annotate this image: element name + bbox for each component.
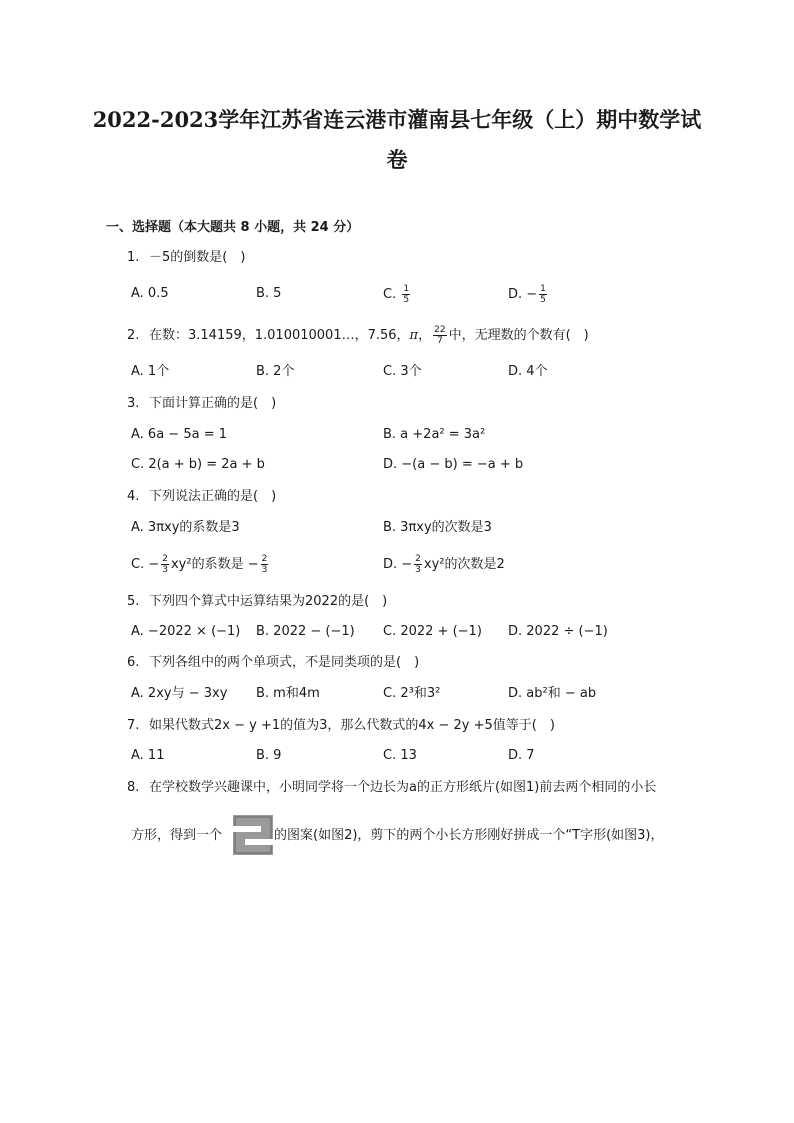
question-stem-part: ， [418,328,432,343]
fraction [261,554,269,575]
question-number: 3. [127,396,140,411]
option-c [131,554,270,575]
question-1 [127,248,245,268]
option-c: C. 3个 [383,364,422,379]
option-d: D. −(a − b) = −a + b [383,457,524,472]
option-c: C. 2³和3² [383,686,441,701]
numerator: 22 [434,325,446,335]
option-text: xy²的次数是2 [423,557,505,572]
question-8-line-2b: 的图案(如图2)，剪下的两个小长方形刚好拼成一个“T字形(如图3)， [274,828,664,843]
exam-title-line-1: 2022-2023学年江苏省连云港市灌南县七年级（上）期中数学试 [92,107,702,132]
denominator: 3 [261,565,268,575]
option-a: A. 3πxy的系数是3 [131,520,240,535]
option-b: B. 2个 [256,364,295,379]
question-stem: 下列四个算式中运算结果为2022的是( ) [149,594,388,609]
question-number: 4. [127,489,140,504]
question-3 [127,394,276,414]
question-stem-part: 中，无理数的个数有( ) [448,328,589,343]
denominator: 5 [540,295,546,305]
denominator: 7 [436,336,443,346]
option-a: A. 1个 [131,364,170,379]
option-d: D. 7 [508,748,535,763]
fraction [402,284,410,305]
fraction [161,554,169,575]
option-c: C. 2022 + (−1) [383,624,482,639]
option-c: C. 13 [383,748,417,763]
option-c [383,284,412,305]
option-b: B. 9 [256,748,282,763]
question-number: 6. [127,655,140,670]
numerator: 2 [415,554,421,564]
option-a: A. 0.5 [131,286,169,301]
question-number: 7. [127,718,140,733]
question-stem: 下面计算正确的是( ) [149,396,277,411]
option-a: A. −2022 × (−1) [131,624,241,639]
question-8 [127,778,656,798]
section-heading: 一、选择题（本大题共 8 小题，共 24 分） [106,220,360,235]
option-d: D. ab²和 − ab [508,686,597,701]
option-b: B. 5 [256,286,282,301]
question-stem: 下列各组中的两个单项式，不是同类项的是( ) [149,655,420,670]
numerator: 1 [403,284,410,294]
question-stem: 如果代数式2x − y +1的值为3，那么代数式的4x − 2y +5值等于( ) [149,718,555,733]
option-b: B. a +2a² = 3a² [383,427,486,442]
question-5 [127,592,387,612]
pi-symbol: π [409,328,419,343]
question-6 [127,653,419,673]
fraction [539,284,547,305]
fraction [433,325,446,346]
option-b: B. m和4m [256,686,320,701]
question-number: 2. [127,328,140,343]
question-stem-line-1: 在学校数学兴趣课中，小明同学将一个边长为a的正方形纸片(如图1)前去两个相同的小长 [149,780,657,795]
denominator: 3 [415,565,421,575]
option-d [508,284,549,305]
question-number: 1. [127,250,140,265]
question-stem: －5的倒数是( ) [149,250,246,265]
option-b: B. 3πxy的次数是3 [383,520,492,535]
option-label: C. [383,287,397,302]
option-a: A. 6a − 5a = 1 [131,427,227,442]
numerator: 2 [261,554,268,564]
question-number: 5. [127,594,140,609]
fraction [414,554,422,575]
question-7 [127,716,555,736]
question-4 [127,487,276,507]
option-text: xy²的系数是 − [170,557,259,572]
option-label: D. − [383,557,413,572]
option-label: C. − [131,557,160,572]
question-2 [127,325,589,346]
option-a: A. 2xy与 − 3xy [131,686,228,701]
denominator: 5 [403,295,410,305]
figure-2-shape [233,815,273,855]
option-b: B. 2022 − (−1) [256,624,355,639]
option-d [383,554,505,575]
denominator: 3 [162,565,168,575]
question-stem: 下列说法正确的是( ) [149,489,277,504]
question-stem-part: 在数：3.14159，1.010010001…，7.56， [149,328,410,343]
exam-title-line-2: 卷 [386,147,408,172]
question-8-line-2a: 方形，得到一个 [131,828,223,843]
numerator: 2 [162,554,168,564]
numerator: 1 [540,284,546,294]
option-d: D. 4个 [508,364,548,379]
option-a: A. 11 [131,748,165,763]
question-number: 8. [127,780,140,795]
option-c: C. 2(a + b) = 2a + b [131,457,265,472]
option-label: D. − [508,287,538,302]
option-d: D. 2022 ÷ (−1) [508,624,608,639]
